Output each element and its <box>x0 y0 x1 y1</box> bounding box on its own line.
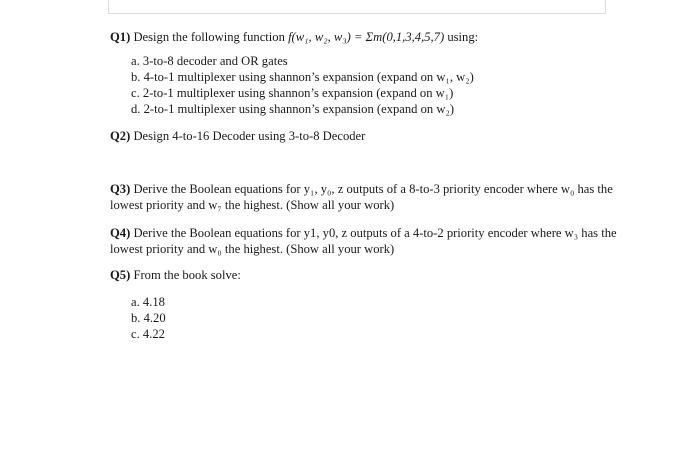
question-4-text: Derive the Boolean equations for y1, y0, z outputs of a 4-to-2 priority encoder where w₃ has the lowest priority and w₀ the highest. (Show all your work) <box>110 226 617 256</box>
list-item-text: 4.18 <box>142 295 165 309</box>
question-1-formula: f(w₁, w₂, w₃) = Σm(0,1,3,4,5,7) <box>288 30 445 44</box>
list-item-text: 4-to-1 multiplexer using shannon’s expansion (expand on w₁, w₂) <box>143 70 474 84</box>
question-3-label: Q3) <box>110 182 131 196</box>
list-item-text: 2-to-1 multiplexer using shannon’s expansion (expand on w₂) <box>143 102 455 116</box>
question-5-item <box>131 294 165 310</box>
list-item-text: 2-to-1 multiplexer using shannon’s expansion (expand on w₁) <box>142 86 454 100</box>
question-1-item <box>131 53 288 69</box>
question-5 <box>110 267 241 283</box>
list-marker: b. <box>131 70 141 84</box>
question-5-label: Q5) <box>110 268 131 282</box>
question-1-suffix: using: <box>447 30 479 44</box>
question-3 <box>110 181 630 213</box>
list-item-text: 4.20 <box>143 311 166 325</box>
question-4-label: Q4) <box>110 226 131 240</box>
list-item-text: 3-to-8 decoder and OR gates <box>142 54 288 68</box>
question-5-text: From the book solve: <box>133 268 241 282</box>
question-4 <box>110 225 630 257</box>
question-2 <box>110 128 365 144</box>
question-3-text: Derive the Boolean equations for y₁, y₀, z outputs of a 8-to-3 priority encoder where w₀ has the lowest priority and w₇ the highest. (Show all your work) <box>110 182 613 212</box>
list-marker: a. <box>131 54 140 68</box>
list-item-text: 4.22 <box>142 327 165 341</box>
question-1-label: Q1) <box>110 30 131 44</box>
question-1-text: Design the following function <box>133 30 285 44</box>
question-1-item <box>131 101 454 117</box>
list-marker: b. <box>131 311 141 325</box>
question-5-item <box>131 310 166 326</box>
list-marker: d. <box>131 102 141 116</box>
question-1-item <box>131 85 453 101</box>
question-1 <box>110 29 478 45</box>
question-1-item <box>131 69 474 85</box>
list-marker: c. <box>131 86 140 100</box>
list-marker: a. <box>131 295 140 309</box>
list-marker: c. <box>131 327 140 341</box>
question-2-label: Q2) <box>110 129 131 143</box>
question-5-item <box>131 326 165 342</box>
question-2-text: Design 4-to-16 Decoder using 3-to-8 Decoder <box>133 129 366 143</box>
